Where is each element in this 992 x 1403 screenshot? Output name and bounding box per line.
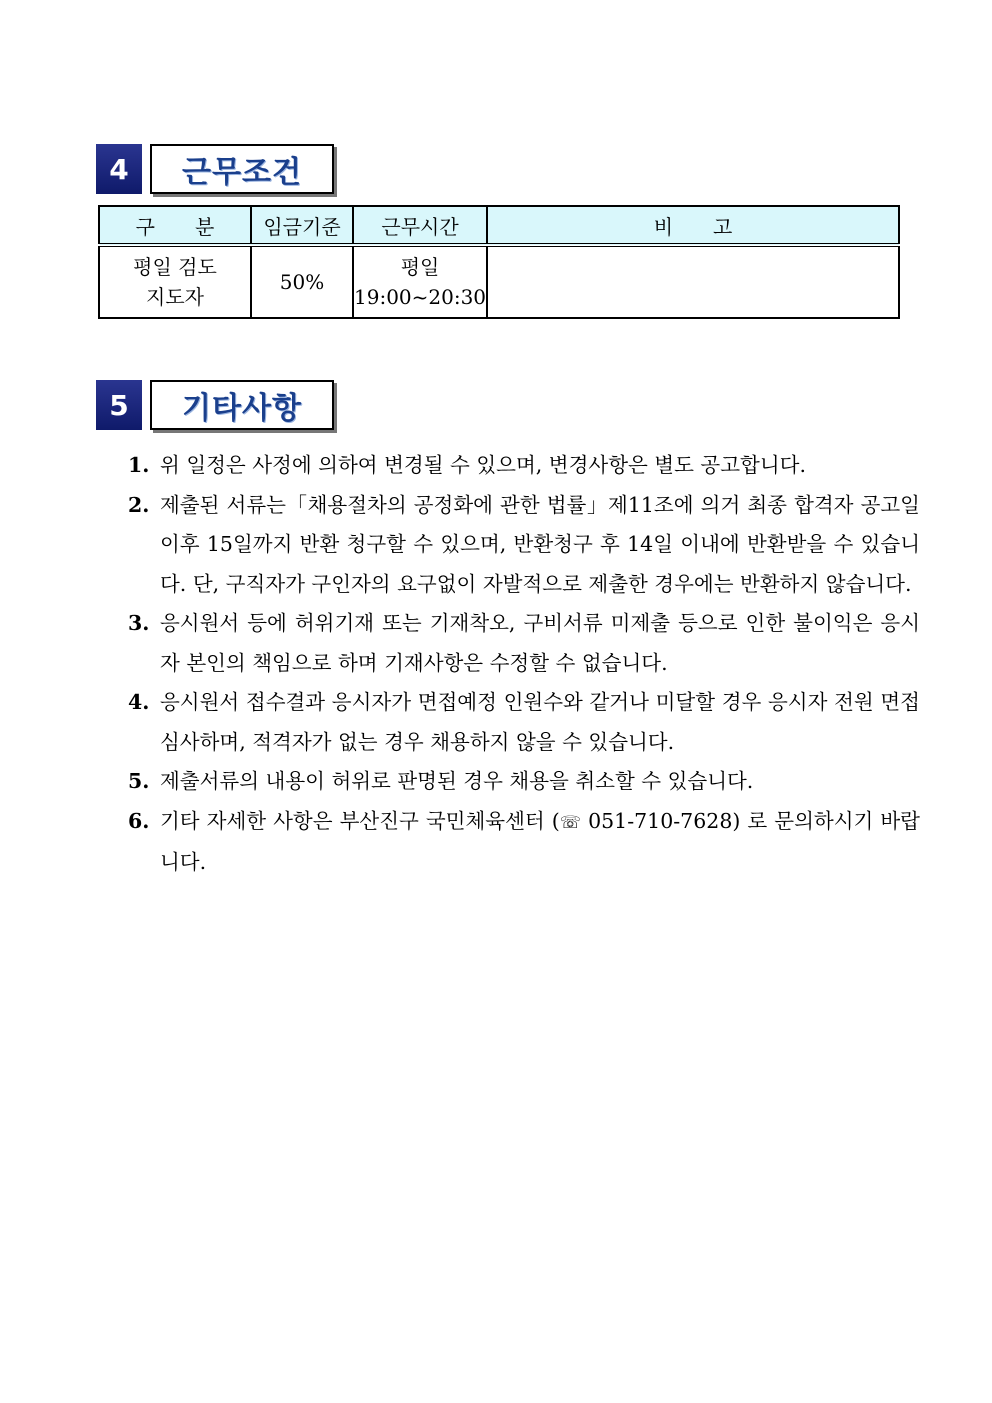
- item-number: 1.: [128, 453, 150, 477]
- section-title: 근무조건: [182, 155, 302, 190]
- header-remarks: 비 고: [487, 206, 899, 245]
- section-4-header: [96, 144, 334, 194]
- cell-wage: 50%: [251, 245, 353, 318]
- section-title: 기타사항: [182, 391, 302, 426]
- list-item: [128, 604, 920, 683]
- header-hours: 근무시간: [353, 206, 487, 245]
- phone-number: 051-710-7628: [581, 808, 733, 833]
- list-item: [128, 486, 920, 605]
- hours-line: 평일: [400, 255, 440, 279]
- section-5-header: [96, 380, 334, 430]
- notes-list: [128, 446, 920, 883]
- section-title-box: [150, 144, 334, 194]
- category-line: 지도자: [146, 285, 204, 309]
- item-text: 위 일정은 사정에 의하여 변경될 수 있으며, 변경사항은 별도 공고합니다.: [160, 453, 806, 477]
- item-text: 제출된 서류는「채용절차의 공정화에 관한 법률」제11조에 의거 최종 합격자 공고일 이후 15일까지 반환 청구할 수 있으며, 반환청구 후 14일 이내에 반환받을 수 있습니다. 단, 구직자가 구인자의 요구없이 자발적으로 제출한 경우에는 반환하지 않습니다.: [160, 492, 920, 596]
- item-text: 제출서류의 내용이 허위로 판명된 경우 채용을 취소할 수 있습니다.: [160, 769, 754, 793]
- cell-remarks: [487, 245, 899, 318]
- header-wage: 임금기준: [251, 206, 353, 245]
- list-item: [128, 802, 920, 883]
- contact-text: 기타 자세한 사항은 부산진구 국민체육센터 (: [160, 808, 560, 833]
- list-item: [128, 446, 920, 486]
- item-text: 응시원서 접수결과 응시자가 면접예정 인원수와 같거나 미달할 경우 응시자 전원 면접심사하며, 적격자가 없는 경우 채용하지 않을 수 있습니다.: [160, 690, 920, 754]
- section-number-badge: 4: [96, 144, 142, 194]
- item-number: 3.: [128, 611, 150, 635]
- list-item: [128, 762, 920, 802]
- item-text: [160, 802, 920, 883]
- category-line: 평일 검도: [133, 255, 217, 279]
- list-item: [128, 683, 920, 762]
- section-title-box: [150, 380, 334, 430]
- item-number: 4.: [128, 690, 150, 714]
- contact-text: ) 로 문의하시기 바랍니다.: [160, 808, 920, 874]
- hours-line: 19:00~20:30: [354, 285, 487, 309]
- item-number: 6.: [128, 808, 150, 833]
- table-row: [99, 245, 899, 318]
- cell-category: [99, 245, 251, 318]
- item-number: 5.: [128, 769, 150, 793]
- item-number: 2.: [128, 492, 150, 517]
- phone-icon: ☏: [559, 812, 582, 833]
- section-number-badge: 5: [96, 380, 142, 430]
- item-text: 응시원서 등에 허위기재 또는 기재착오, 구비서류 미제출 등으로 인한 불이익은 응시자 본인의 책임으로 하며 기재사항은 수정할 수 없습니다.: [160, 611, 920, 675]
- table-header-row: [99, 206, 899, 245]
- header-category: 구 분: [99, 206, 251, 245]
- cell-hours: [353, 245, 487, 318]
- work-conditions-table: [98, 205, 900, 319]
